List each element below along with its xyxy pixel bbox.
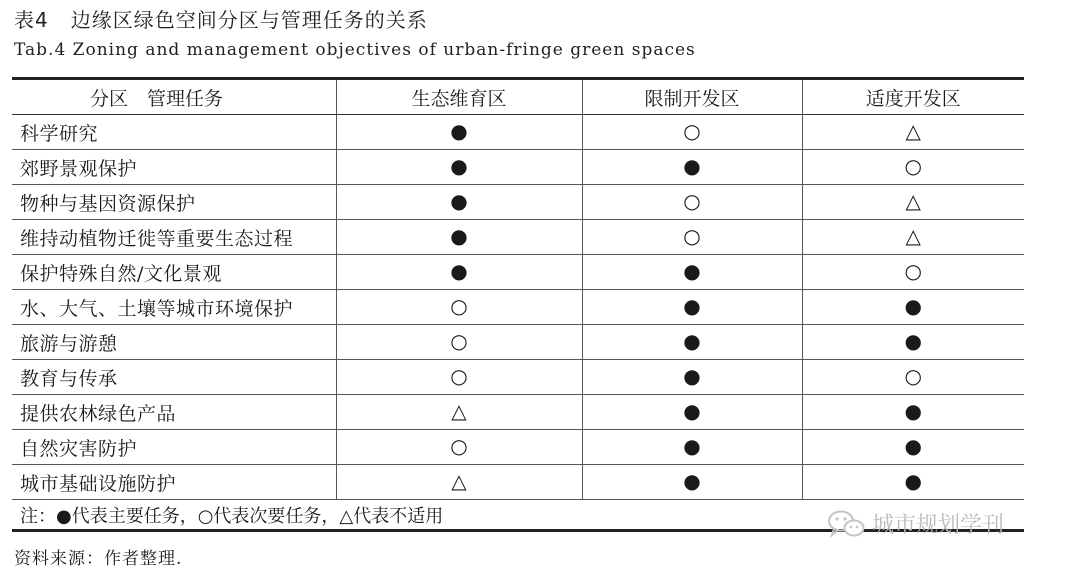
table-cell [582, 115, 802, 150]
table-cell [582, 325, 802, 360]
table-row [12, 395, 1024, 430]
row-label: 提供农林绿色产品 [12, 395, 336, 430]
zoning-table [12, 77, 1024, 532]
task-symbol: ● [683, 259, 701, 283]
task-symbol: ○ [450, 294, 468, 318]
row-label: 科学研究 [12, 115, 336, 150]
task-symbol: ○ [904, 259, 922, 283]
header-restricted-dev: 限制开发区 [582, 79, 802, 115]
table-cell [336, 115, 582, 150]
table-cell [336, 395, 582, 430]
row-label: 维持动植物迁徙等重要生态过程 [12, 220, 336, 255]
table-row [12, 220, 1024, 255]
task-symbol: ● [904, 329, 922, 353]
table-cell [802, 115, 1024, 150]
task-symbol: ● [450, 119, 468, 143]
row-label: 教育与传承 [12, 360, 336, 395]
row-label: 水、大气、土壤等城市环境保护 [12, 290, 336, 325]
table-row [12, 430, 1024, 465]
source-note: 资料来源：作者整理. [14, 549, 183, 569]
table-cell [802, 255, 1024, 290]
task-symbol: ○ [683, 224, 701, 248]
task-symbol: ● [450, 224, 468, 248]
table-row [12, 185, 1024, 220]
table-cell [802, 465, 1024, 500]
table-cell [802, 430, 1024, 465]
table-row [12, 150, 1024, 185]
table-cell [582, 150, 802, 185]
header-moderate-dev: 适度开发区 [802, 79, 1024, 115]
task-symbol: ● [450, 189, 468, 213]
task-symbol: ● [683, 469, 701, 493]
table-number: 表4 [14, 8, 49, 32]
table-row [12, 465, 1024, 500]
table-title-en: Tab.4 Zoning and management objectives of urban-fringe green spaces [14, 40, 696, 60]
row-label: 保护特殊自然/文化景观 [12, 255, 336, 290]
task-symbol: ● [450, 154, 468, 178]
row-label: 郊野景观保护 [12, 150, 336, 185]
table-cell [582, 395, 802, 430]
table-cell [802, 290, 1024, 325]
task-symbol: ○ [904, 154, 922, 178]
header-eco-conservation: 生态维育区 [336, 79, 582, 115]
task-symbol: ● [683, 294, 701, 318]
task-symbol: ● [450, 259, 468, 283]
task-symbol: ○ [450, 364, 468, 388]
task-symbol: ● [683, 329, 701, 353]
table-note: 注：●代表主要任务，○代表次要任务，△代表不适用 [12, 500, 1024, 532]
table-cell [336, 290, 582, 325]
table-cell [582, 220, 802, 255]
task-symbol: ● [904, 469, 922, 493]
table-cell [336, 430, 582, 465]
table-cell [582, 430, 802, 465]
task-symbol: ○ [450, 329, 468, 353]
task-symbol: ● [904, 434, 922, 458]
watermark-text: 城市规划学刊 [872, 513, 1005, 538]
table-cell [336, 185, 582, 220]
table-title [14, 4, 428, 33]
task-symbol: △ [905, 224, 921, 248]
table-cell [802, 185, 1024, 220]
row-label: 自然灾害防护 [12, 430, 336, 465]
table-row [12, 325, 1024, 360]
task-symbol: ○ [904, 364, 922, 388]
task-symbol: ○ [683, 119, 701, 143]
header-row [12, 79, 1024, 115]
task-symbol: ● [683, 154, 701, 178]
table-row [12, 290, 1024, 325]
table-cell [582, 185, 802, 220]
wechat-logo-icon [826, 509, 866, 539]
table-cell [336, 150, 582, 185]
task-symbol: ○ [683, 189, 701, 213]
table-row [12, 255, 1024, 290]
row-label: 城市基础设施防护 [12, 465, 336, 500]
table-cell [582, 360, 802, 395]
task-symbol: △ [451, 399, 467, 423]
zoning-table-grid [12, 77, 1024, 500]
table-cell [582, 465, 802, 500]
table-cell [336, 465, 582, 500]
table-cell [582, 255, 802, 290]
task-symbol: ● [683, 434, 701, 458]
table-row [12, 360, 1024, 395]
table-cell [336, 255, 582, 290]
table-cell [802, 150, 1024, 185]
task-symbol: △ [905, 119, 921, 143]
task-symbol: ● [904, 294, 922, 318]
task-symbol: ○ [450, 434, 468, 458]
row-label: 旅游与游憩 [12, 325, 336, 360]
header-zone-task: 分区 管理任务 [12, 79, 336, 115]
watermark [826, 508, 1004, 539]
table-cell [336, 220, 582, 255]
table-cell [582, 290, 802, 325]
table-row [12, 115, 1024, 150]
table-cell [802, 395, 1024, 430]
task-symbol: △ [905, 189, 921, 213]
table-cell [802, 360, 1024, 395]
table-cell [802, 220, 1024, 255]
table-cell [802, 325, 1024, 360]
task-symbol: △ [451, 469, 467, 493]
task-symbol: ● [904, 399, 922, 423]
table-cell [336, 360, 582, 395]
table-cell [336, 325, 582, 360]
task-symbol: ● [683, 364, 701, 388]
row-label: 物种与基因资源保护 [12, 185, 336, 220]
task-symbol: ● [683, 399, 701, 423]
table-title-cn: 边缘区绿色空间分区与管理任务的关系 [70, 8, 428, 32]
